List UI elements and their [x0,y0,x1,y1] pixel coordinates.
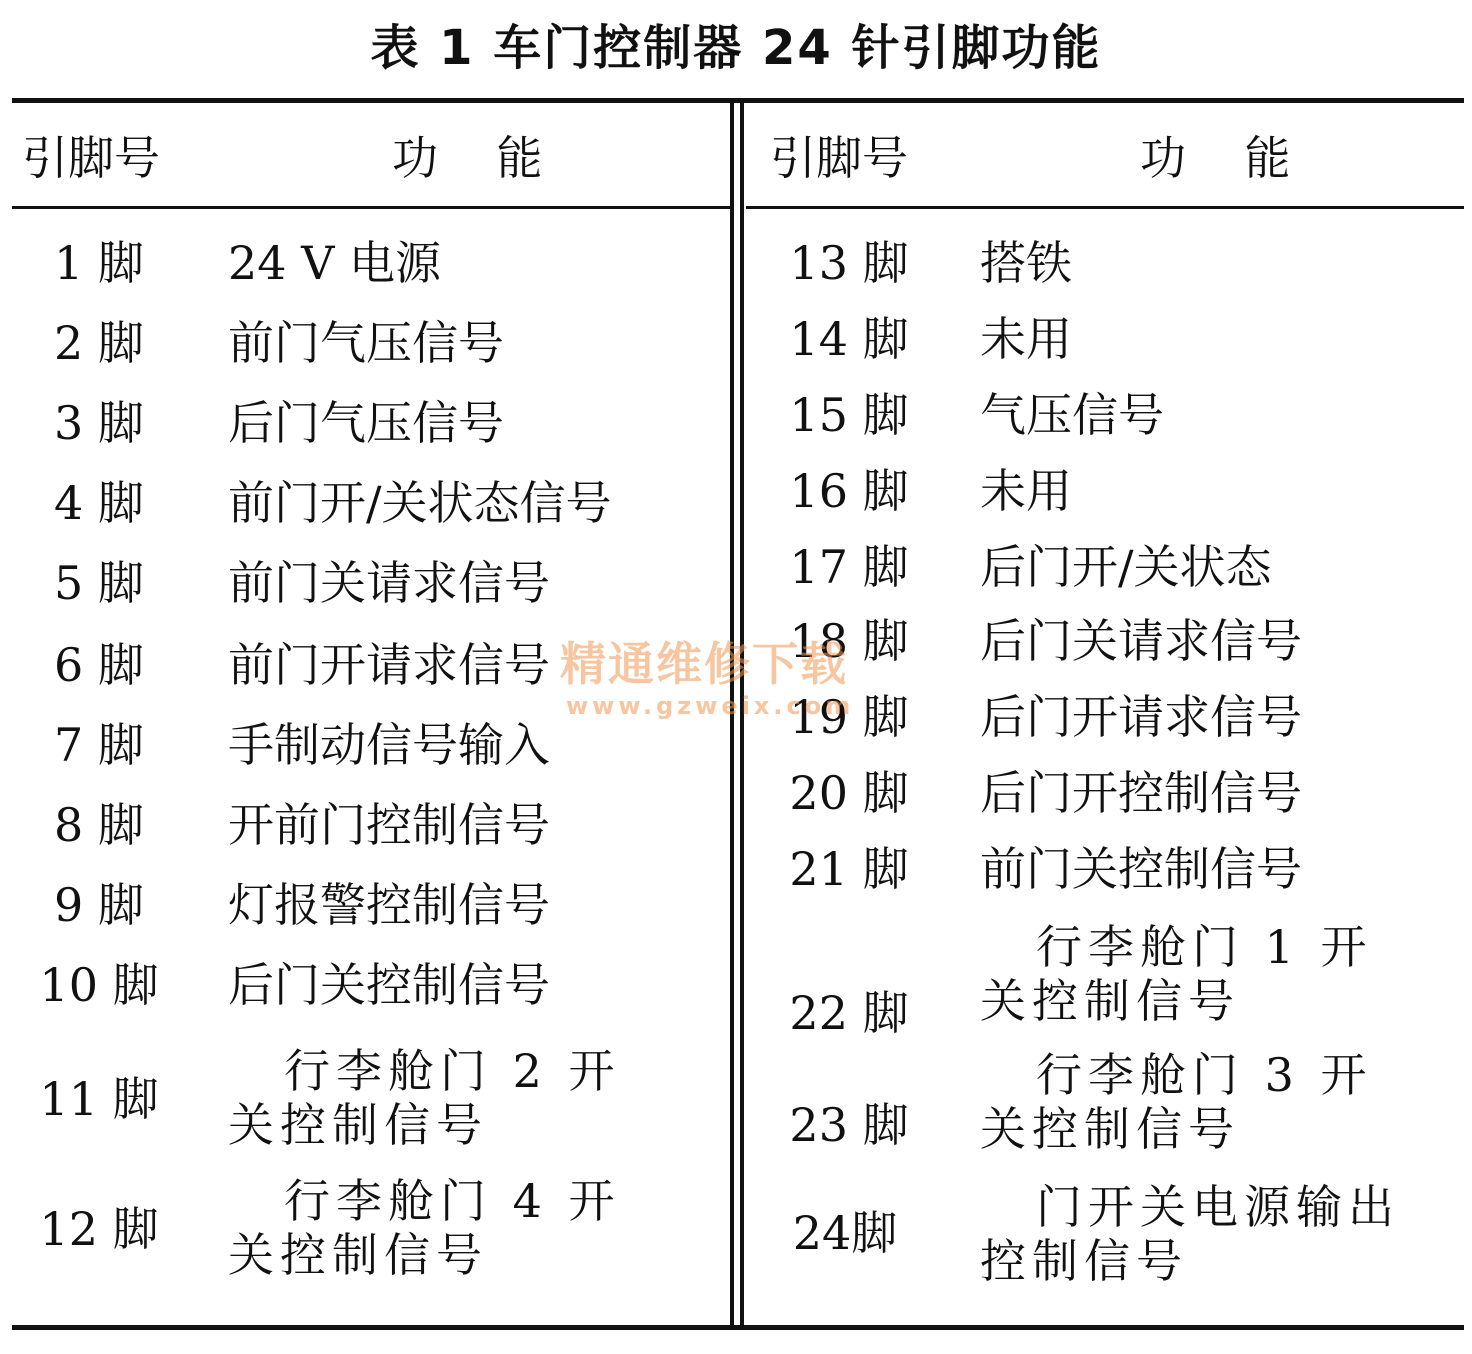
pin-number: 21 脚 [789,842,909,896]
table-title: 表 1 车门控制器 24 针引脚功能 [370,20,1102,76]
pin-function: 24 V 电源 [228,236,441,290]
table-row [746,614,1464,668]
table-row [0,718,730,772]
table-row [0,556,730,610]
table-row [0,316,730,370]
pin-number: 16 脚 [789,464,909,518]
table-row [0,476,730,530]
pin-number: 18 脚 [789,614,909,668]
table-row [746,1180,1464,1290]
pin-number: 9 脚 [54,878,144,932]
watermark-url: www.gzweix.com [566,692,855,720]
pin-function: 前门气压信号 [228,316,504,370]
pin-number: 22 脚 [789,986,909,1040]
table-row [0,396,730,450]
pin-function: 前门关控制信号 [980,842,1302,896]
pin-number: 23 脚 [789,1098,909,1152]
pin-number: 7 脚 [54,718,144,772]
pin-function: 后门开/关状态 [980,540,1272,594]
pin-number: 19 脚 [789,690,909,744]
table-row [746,766,1464,820]
pin-number: 5 脚 [54,556,144,610]
table-row [746,540,1464,594]
pin-function: 后门关控制信号 [228,958,550,1012]
pin-function: 手制动信号输入 [228,718,550,772]
pin-number: 12 脚 [39,1202,159,1256]
header-rule-right [746,206,1464,209]
pin-function: 灯报警控制信号 [228,878,550,932]
table-row [0,798,730,852]
pin-number: 6 脚 [54,638,144,692]
pin-number: 15 脚 [789,388,909,442]
pin-function: 行李舱门 3 开关控制信号 [980,1048,1373,1156]
pin-function: 行李舱门 4 开关控制信号 [228,1174,621,1282]
bottom-rule [12,1325,1464,1330]
table-row [746,842,1464,896]
left-pin-header: 引脚号 [22,131,160,185]
table-row [746,236,1464,290]
pin-number: 17 脚 [789,540,909,594]
table-row [746,388,1464,442]
pin-function: 前门关请求信号 [228,556,550,610]
pin-function: 后门开请求信号 [980,690,1302,744]
pin-function: 后门开控制信号 [980,766,1302,820]
pin-number: 14 脚 [789,312,909,366]
right-function-header: 功 能 [1140,131,1291,185]
table-row [746,312,1464,366]
pin-number: 11 脚 [39,1072,159,1126]
pin-function: 未用 [980,312,1072,366]
pin-function: 气压信号 [980,388,1164,442]
table-row [746,1048,1464,1158]
table-row [0,1174,730,1284]
pin-number: 13 脚 [789,236,909,290]
left-function-header: 功 能 [392,131,543,185]
watermark-text: 精通维修下载 [560,637,848,691]
pin-function: 未用 [980,464,1072,518]
pin-function: 前门开请求信号 [228,638,550,692]
table-row [0,878,730,932]
pin-number: 1 脚 [54,236,144,290]
table-row [746,464,1464,518]
pin-number: 2 脚 [54,316,144,370]
table-row [0,958,730,1012]
table-row [0,236,730,290]
table-row [746,920,1464,1040]
pin-number: 24脚 [792,1206,898,1260]
top-rule [12,98,1464,103]
pin-function: 搭铁 [980,236,1072,290]
pin-function: 后门气压信号 [228,396,504,450]
pin-function: 门开关电源输出控制信号 [980,1180,1400,1288]
pin-number: 20 脚 [789,766,909,820]
pin-function: 行李舱门 2 开关控制信号 [228,1044,621,1152]
pin-function: 开前门控制信号 [228,798,550,852]
header-rule-left [12,206,730,209]
pin-function: 前门开/关状态信号 [228,476,612,530]
pin-number: 3 脚 [54,396,144,450]
right-pin-header: 引脚号 [770,131,908,185]
pin-number: 4 脚 [54,476,144,530]
pin-number: 8 脚 [54,798,144,852]
pin-function: 后门关请求信号 [980,614,1302,668]
pin-number: 10 脚 [39,958,159,1012]
pin-function: 行李舱门 1 开关控制信号 [980,920,1373,1028]
table-row [0,1044,730,1154]
